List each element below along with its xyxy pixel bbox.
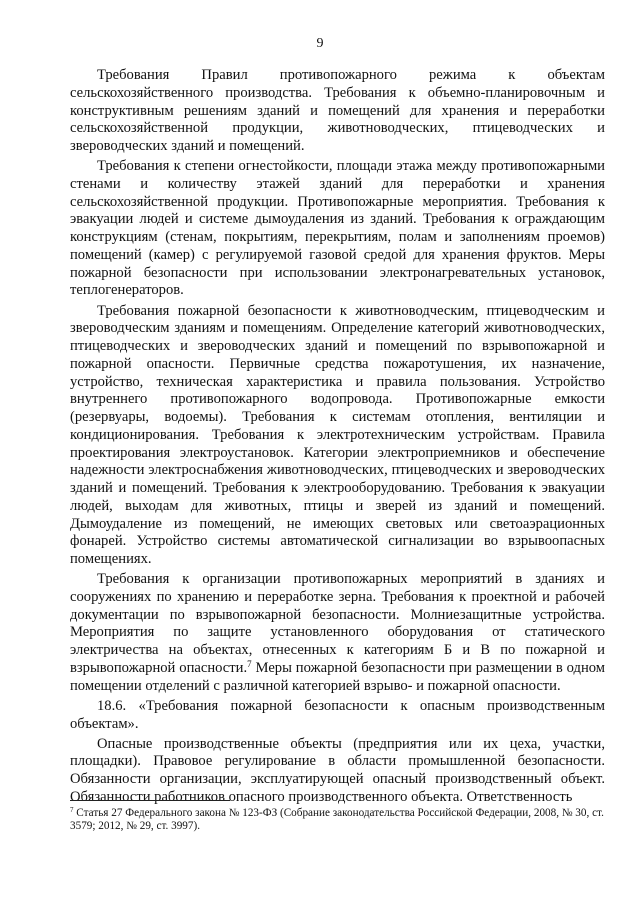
paragraph-fire-resistance: Требования к степени огнестойкости, площади этажа между противопожарными стенами и количеству этажей зданий для переработки и хранения сельскохозяйственной продукции. Противопожарные мероприятия. Требования к эвакуации людей и системе дымоудаления из зданий. Требования к ограждающим конструкциям (стенам, покрытиям, перекрытиям, полам и заполнениям проемов) помещений (камер) с регулируемой газовой средой для хранения фруктов. Меры пожарной безопасности при использовании электронагревательных установок, теплогенераторов. <box>70 158 605 299</box>
paragraph-grain-storage-text: Требования к организации противопожарных мероприятий в зданиях и сооружениях по хранению и переработке зерна. Требования к проектной и рабочей документации по взрывопожарной безопасности. Молниезащитные устройства. Мероприятия по защите установленного оборудования от статического электричества на объектах, отнесенных к категориям Б и В по пожарной и взрывопожарной опасности. <box>70 571 605 676</box>
footnote-reference: 7 <box>247 658 252 669</box>
footnote-mark: 7 <box>70 806 74 814</box>
paragraph-grain-storage-text-continued: Меры пожарной безопасности при размещении в одном помещении отделений с различной категорией взрыво- и пожарной опасности. <box>70 659 606 694</box>
footnote-text: Статья 27 Федерального закона № 123-ФЗ (Собрание законодательства Российской Федерации, 2008, № 30, ст. 3579; 2012, № 29, ст. 3997). <box>70 807 604 832</box>
main-text <box>70 67 605 809</box>
paragraph-hazardous-objects: Опасные производственные объекты (предприятия или их цеха, участки, площадки). Правовое регулирование в области промышленной безопасности. Обязанности организации, эксплуатирующей опасный производственный объект. Обязанности работников опасного производственного объекта. Ответственность <box>70 735 605 805</box>
section-heading: 18.6. «Требования пожарной безопасности к опасным производственным объектам». <box>70 697 605 732</box>
paragraph-fire-regime-agricultural: Требования Правил противопожарного режима к объектам сельскохозяйственного производства. Требования к объемно-планировочным и конструктивным решениям зданий и помещений для хранения и переработки сельскохозяйственной продукции, животноводческих, птицеводческих и звероводческих зданий и помещений. <box>70 67 605 154</box>
footnote-divider <box>70 800 230 801</box>
footnote <box>70 807 612 833</box>
paragraph-livestock-buildings: Требования пожарной безопасности к животноводческим, птицеводческим и звероводческим зданиям и помещениям. Определение категорий животноводческих, птицеводческих и звероводческих зданий и помещений по взрывопожарной и пожарной опасности. Первичные средства пожаротушения, их назначение, устройство, техническая характеристика и правила пользования. Устройство внутреннего противопожарного водопровода. Противопожарные емкости (резервуары, водоемы). Требования к системам отопления, вентиляции и кондиционирования. Требования к электротехническим устройствам. Правила проектирования электроустановок. Категории электроприемников и обеспечение надежности электроснабжения животноводческих, птицеводческих и звероводческих зданий и помещений. Требования к электрооборудованию. Требования к эвакуации людей, выходам для животных, птицы и зверей из зданий и помещений. Дымоудаление из помещений, не имеющих световых или светоаэрационных фонарей. Устройство системы автоматической сигнализации во взрывоопасных помещениях. <box>70 302 605 568</box>
paragraph-grain-storage <box>70 571 605 695</box>
page-number: 9 <box>316 36 324 51</box>
